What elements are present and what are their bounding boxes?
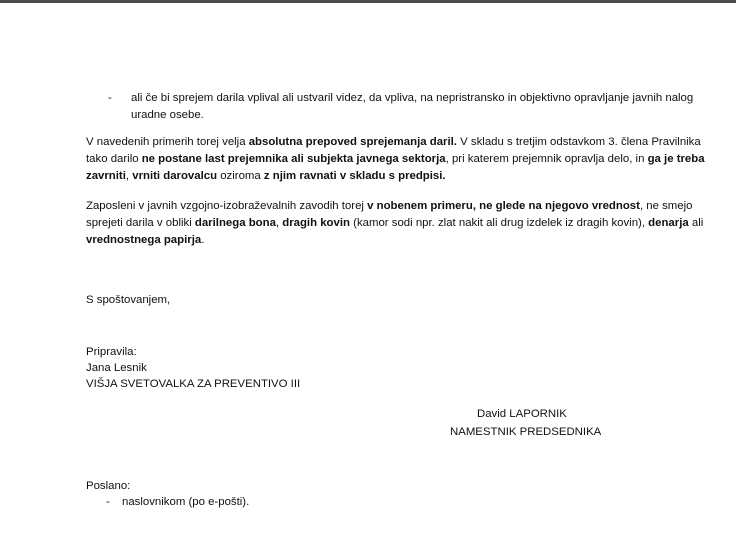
bullet-marker: -: [108, 92, 112, 104]
para1-bold-must: ga je treba: [647, 153, 705, 165]
paragraph-2-line-1: [86, 198, 693, 215]
para1-text: tako darilo: [86, 153, 142, 165]
bullet-text-line-1: ali če bi sprejem darila vplival ali ustvaril videz, da vpliva, na nepristransko in objektivno opravljanje javnih nalog: [131, 92, 694, 104]
para1-text: V skladu s tretjim odstavkom 3. člena Pravilnika: [456, 136, 701, 148]
para2-bold-money: denarja: [648, 217, 689, 229]
sent-label: Poslano:: [86, 480, 131, 492]
prepared-by-title: VIŠJA SVETOVALKA ZA PREVENTIVO III: [86, 378, 301, 390]
para2-text: ali: [688, 217, 704, 229]
para2-text: ,: [275, 217, 283, 229]
para1-bold-return: vrniti darovalcu: [132, 170, 218, 182]
para1-text: , pri katerem prejemnik opravlja delo, in: [445, 153, 648, 165]
para2-bold-gift-voucher: darilnega bona: [194, 217, 276, 229]
prepared-by-name: Jana Lesnik: [86, 362, 147, 374]
para1-text: ,: [125, 170, 133, 182]
bullet-text-line-2: uradne osebe.: [131, 109, 204, 121]
para1-text: oziroma: [217, 170, 264, 182]
paragraph-1-line-3: [86, 168, 446, 185]
para2-text: Zaposleni v javnih vzgojno-izobraževalnih zavodih torej: [86, 200, 368, 212]
para1-bold-regulations: z njim ravnati v skladu s predpisi.: [263, 170, 446, 182]
para2-text: , ne smejo: [639, 200, 693, 212]
paragraph-1-line-1: [86, 134, 701, 151]
para1-bold-prohibition: absolutna prepoved sprejemanja daril.: [248, 136, 457, 148]
para1-bold-reject: zavrniti: [86, 170, 126, 182]
para2-bold-precious-metals: dragih kovin: [282, 217, 350, 229]
sent-bullet-marker: -: [106, 496, 110, 508]
signatory-name: David LAPORNIK: [477, 408, 567, 420]
sent-recipient: naslovnikom (po e-pošti).: [122, 496, 250, 508]
paragraph-2-line-3: [86, 232, 204, 249]
paragraph-1-line-2: [86, 151, 705, 168]
signatory-title: NAMESTNIK PREDSEDNIKA: [450, 426, 602, 438]
para1-text: V navedenih primerih torej velja: [86, 136, 249, 148]
para2-text: sprejeti darila v obliki: [86, 217, 195, 229]
para2-text: (kamor sodi npr. zlat nakit ali drug izdelek iz dragih kovin),: [349, 217, 649, 229]
para1-bold-not-property: ne postane last prejemnika ali subjekta javnega sektorja: [141, 153, 446, 165]
prepared-by-label: Pripravila:: [86, 346, 137, 358]
paragraph-2-line-2: [86, 215, 703, 232]
closing-salutation: S spoštovanjem,: [86, 294, 171, 306]
para2-bold-securities: vrednostnega papirja: [86, 234, 202, 246]
para2-text: .: [201, 234, 205, 246]
para2-bold-no-case: v nobenem primeru, ne glede na njegovo vrednost: [367, 200, 640, 212]
